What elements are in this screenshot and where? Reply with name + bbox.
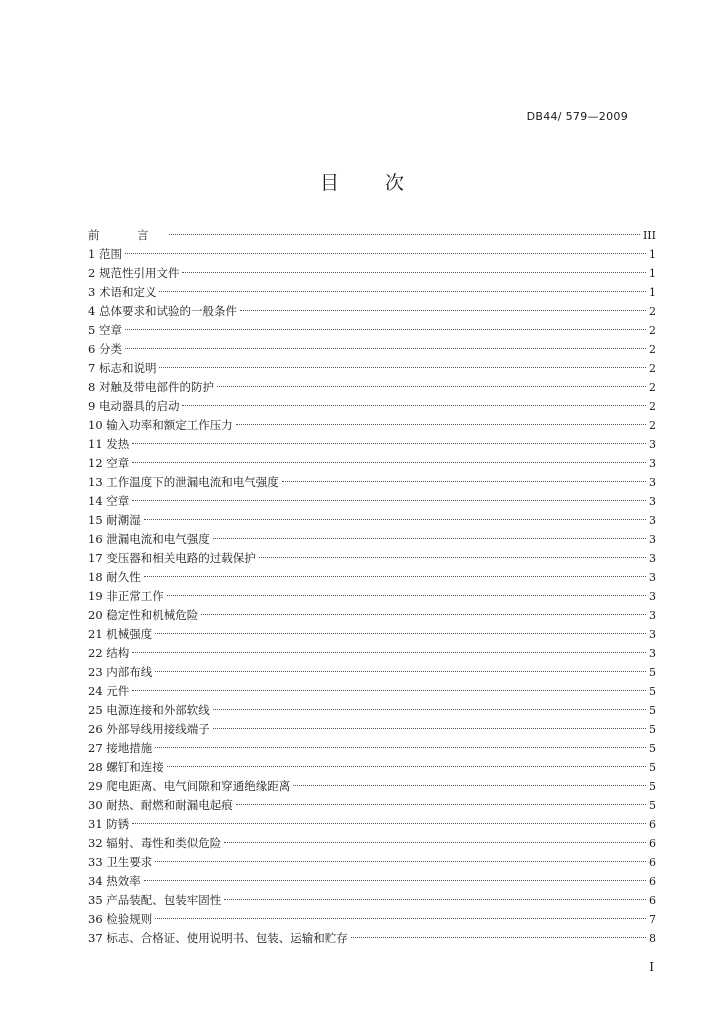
page-number: I: [649, 960, 654, 974]
toc-entry[interactable]: [88, 283, 656, 302]
toc-entry-page: 2: [649, 324, 656, 337]
toc-entry-label: 15 耐潮湿: [88, 513, 141, 527]
toc-leader-dots: [159, 291, 646, 292]
toc-entry-label: 34 热效率: [88, 874, 141, 888]
toc-leader-dots: [144, 519, 646, 520]
toc-entry[interactable]: [88, 815, 656, 834]
toc-leader-dots: [351, 937, 646, 938]
toc-leader-dots: [132, 443, 646, 444]
toc-entry-label: 27 接地措施: [88, 741, 153, 755]
toc-entry[interactable]: [88, 302, 656, 321]
toc-entry[interactable]: [88, 530, 656, 549]
toc-entry-label: 33 卫生要求: [88, 855, 153, 869]
toc-entry[interactable]: [88, 796, 656, 815]
toc-entry[interactable]: [88, 511, 656, 530]
toc-entry-label: 36 检验规则: [88, 912, 153, 926]
toc-entry-page: 3: [649, 590, 656, 603]
toc-entry-page: 6: [649, 894, 656, 907]
toc-entry-page: 2: [649, 343, 656, 356]
toc-entry-page: 5: [649, 761, 656, 774]
toc-entry[interactable]: [88, 644, 656, 663]
toc-entry-page: 5: [649, 799, 656, 812]
toc-entry[interactable]: [88, 606, 656, 625]
toc-entry-page: 5: [649, 780, 656, 793]
toc-entry-page: 1: [649, 248, 656, 261]
toc-entry[interactable]: [88, 720, 656, 739]
toc-entry-page: 3: [649, 476, 656, 489]
toc-entry[interactable]: [88, 454, 656, 473]
toc-entry-label: 12 空章: [88, 456, 130, 470]
toc-entry-page: 3: [649, 628, 656, 641]
toc-leader-dots: [132, 462, 646, 463]
toc-entry-page: 3: [649, 647, 656, 660]
toc-leader-dots: [201, 614, 646, 615]
toc-entry-label: 20 稳定性和机械危险: [88, 608, 199, 622]
toc-entry-label: 13 工作温度下的泄漏电流和电气强度: [88, 475, 279, 489]
toc-leader-dots: [213, 709, 646, 710]
toc-entry-label: 18 耐久性: [88, 570, 141, 584]
table-of-contents: [88, 226, 656, 948]
toc-leader-dots: [132, 823, 646, 824]
toc-entry[interactable]: [88, 872, 656, 891]
toc-leader-dots: [155, 747, 646, 748]
toc-leader-dots: [293, 785, 646, 786]
toc-entry-label: 4 总体要求和试验的一般条件: [88, 304, 237, 318]
toc-entry-label: 3 术语和定义: [88, 285, 157, 299]
toc-entry-page: 3: [649, 457, 656, 470]
toc-entry-page: 6: [649, 875, 656, 888]
toc-entry[interactable]: [88, 663, 656, 682]
toc-leader-dots: [167, 766, 646, 767]
toc-entry-page: 2: [649, 419, 656, 432]
toc-entry[interactable]: [88, 359, 656, 378]
toc-leader-dots: [132, 652, 646, 653]
toc-entry[interactable]: [88, 397, 656, 416]
toc-entry-label: 26 外部导线用接线端子: [88, 722, 210, 736]
toc-entry[interactable]: [88, 739, 656, 758]
toc-entry-label: 1 范围: [88, 247, 122, 261]
toc-leader-dots: [182, 405, 646, 406]
toc-entry[interactable]: [88, 264, 656, 283]
toc-entry-label: 2 规范性引用文件: [88, 266, 180, 280]
toc-entry-page: 3: [649, 495, 656, 508]
toc-entry-label: 30 耐热、耐燃和耐漏电起痕: [88, 798, 233, 812]
toc-entry-label: 37 标志、合格证、使用说明书、包装、运输和贮存: [88, 931, 348, 945]
toc-entry-label: 31 防锈: [88, 817, 130, 831]
toc-entry-label: 8 对触及带电部件的防护: [88, 380, 214, 394]
toc-leader-dots: [282, 481, 646, 482]
toc-entry-label: 10 输入功率和额定工作压力: [88, 418, 233, 432]
toc-entry[interactable]: [88, 758, 656, 777]
toc-entry-label: 28 螺钉和连接: [88, 760, 164, 774]
toc-entry[interactable]: [88, 853, 656, 872]
toc-entry-label: 35 产品装配、包装牢固性: [88, 893, 222, 907]
toc-entry[interactable]: [88, 492, 656, 511]
toc-entry-label: 14 空章: [88, 494, 130, 508]
toc-entry[interactable]: [88, 682, 656, 701]
toc-entry[interactable]: [88, 473, 656, 492]
toc-entry-page: 3: [649, 571, 656, 584]
toc-leader-dots: [155, 918, 646, 919]
toc-entry-label: 19 非正常工作: [88, 589, 164, 603]
toc-leader-dots: [182, 272, 646, 273]
toc-entry-page: 8: [649, 932, 656, 945]
toc-entry-page: 5: [649, 723, 656, 736]
toc-entry-page: 5: [649, 742, 656, 755]
toc-entry[interactable]: [88, 435, 656, 454]
toc-entry-page: 3: [649, 533, 656, 546]
toc-entry-page: III: [642, 229, 656, 242]
toc-leader-dots: [259, 557, 646, 558]
toc-leader-dots: [144, 880, 646, 881]
toc-entry-label: 9 电动器具的启动: [88, 399, 180, 413]
toc-entry-page: 6: [649, 856, 656, 869]
toc-entry-label: 5 空章: [88, 323, 122, 337]
toc-entry-page: 5: [649, 685, 656, 698]
toc-entry[interactable]: [88, 416, 656, 435]
toc-leader-dots: [125, 348, 646, 349]
toc-entry-label: 32 辐射、毒性和类似危险: [88, 836, 222, 850]
toc-entry-label: 22 结构: [88, 646, 130, 660]
toc-entry-label: 17 变压器和相关电路的过载保护: [88, 551, 256, 565]
toc-entry-page: 5: [649, 666, 656, 679]
toc-leader-dots: [236, 424, 646, 425]
toc-leader-dots: [240, 310, 646, 311]
toc-entry[interactable]: [88, 340, 656, 359]
toc-entry-label: 7 标志和说明: [88, 361, 157, 375]
toc-leader-dots: [155, 633, 646, 634]
toc-entry-page: 2: [649, 400, 656, 413]
toc-entry-page: 5: [649, 704, 656, 717]
toc-entry-page: 6: [649, 818, 656, 831]
toc-entry-page: 3: [649, 438, 656, 451]
toc-leader-dots: [169, 234, 640, 235]
toc-entry[interactable]: [88, 910, 656, 929]
toc-entry-page: 6: [649, 837, 656, 850]
toc-entry[interactable]: [88, 834, 656, 853]
toc-entry[interactable]: [88, 929, 656, 948]
toc-entry-page: 2: [649, 381, 656, 394]
toc-entry-page: 3: [649, 514, 656, 527]
toc-leader-dots: [236, 804, 646, 805]
toc-leader-dots: [155, 671, 646, 672]
toc-leader-dots: [125, 329, 646, 330]
toc-entry[interactable]: [88, 226, 656, 245]
toc-leader-dots: [217, 386, 646, 387]
toc-entry-page: 3: [649, 552, 656, 565]
toc-entry[interactable]: [88, 587, 656, 606]
toc-entry[interactable]: [88, 378, 656, 397]
toc-entry[interactable]: [88, 549, 656, 568]
toc-entry-label: 25 电源连接和外部软线: [88, 703, 210, 717]
toc-entry[interactable]: [88, 701, 656, 720]
toc-leader-dots: [125, 253, 646, 254]
toc-leader-dots: [144, 576, 646, 577]
toc-entry-label: 24 元件: [88, 684, 130, 698]
toc-entry[interactable]: [88, 321, 656, 340]
toc-entry-label: 16 泄漏电流和电气强度: [88, 532, 210, 546]
page-title: 目 次: [319, 172, 425, 194]
toc-leader-dots: [132, 500, 646, 501]
toc-entry-label: 23 内部布线: [88, 665, 153, 679]
toc-entry-page: 2: [649, 305, 656, 318]
toc-entry-label: 6 分类: [88, 342, 122, 356]
toc-entry-page: 2: [649, 362, 656, 375]
toc-entry-page: 7: [649, 913, 656, 926]
toc-entry-page: 3: [649, 609, 656, 622]
toc-leader-dots: [213, 728, 646, 729]
standard-code: DB44/ 579—2009: [526, 110, 628, 123]
toc-entry[interactable]: [88, 568, 656, 587]
toc-entry-label: 29 爬电距离、电气间隙和穿通绝缘距离: [88, 779, 291, 793]
toc-entry-label: 21 机械强度: [88, 627, 153, 641]
toc-leader-dots: [224, 842, 646, 843]
toc-entry-page: 1: [649, 286, 656, 299]
toc-entry[interactable]: [88, 891, 656, 910]
toc-entry[interactable]: [88, 777, 656, 796]
toc-leader-dots: [155, 861, 646, 862]
toc-entry-page: 1: [649, 267, 656, 280]
toc-leader-dots: [213, 538, 646, 539]
toc-entry[interactable]: [88, 245, 656, 264]
toc-leader-dots: [159, 367, 646, 368]
toc-entry-label: 前 言: [88, 228, 166, 242]
toc-entry-label: 11 发热: [88, 437, 130, 451]
toc-entry[interactable]: [88, 625, 656, 644]
toc-leader-dots: [224, 899, 646, 900]
toc-leader-dots: [132, 690, 646, 691]
toc-leader-dots: [167, 595, 646, 596]
